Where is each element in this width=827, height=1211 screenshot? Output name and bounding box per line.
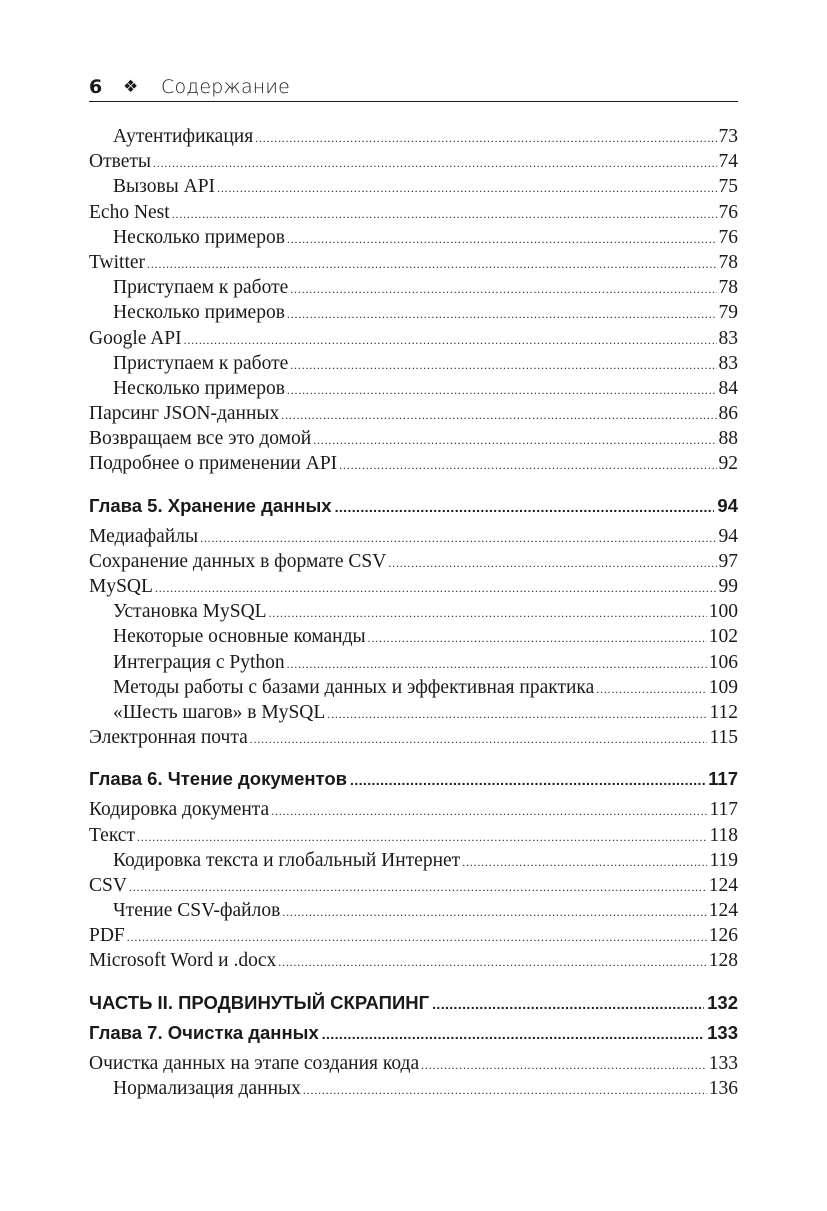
toc-entry-page: 106 (708, 651, 738, 673)
toc-block-3 (89, 797, 738, 973)
toc-entry-page: 83 (718, 352, 738, 374)
toc-entry-page: 133 (708, 1052, 738, 1074)
dot-leader (462, 850, 707, 875)
toc-entry (89, 650, 738, 675)
toc-entry (89, 326, 738, 351)
dot-leader (155, 576, 717, 601)
toc-block-1 (89, 124, 738, 477)
toc-entry (89, 873, 738, 898)
toc-entry-page: 88 (718, 428, 738, 450)
dot-leader (290, 353, 716, 378)
toc-entry-page: 126 (708, 925, 738, 947)
dot-leader (147, 252, 716, 277)
toc-entry (89, 675, 738, 700)
toc-entry (89, 624, 738, 649)
toc-entry (89, 549, 738, 574)
dot-leader (269, 601, 707, 626)
chapter-7-heading (89, 1018, 738, 1048)
toc-entry-page: 117 (709, 799, 738, 821)
toc-entry (89, 823, 738, 848)
toc-entry-title: Установка MySQL (113, 601, 267, 623)
dot-leader (432, 989, 704, 1019)
chapter-6-heading (89, 764, 738, 794)
toc-entry (89, 174, 738, 199)
toc-entry-page: 136 (708, 1077, 738, 1099)
toc-entry-page: 75 (718, 176, 738, 198)
dot-leader (350, 765, 705, 795)
dot-leader (217, 176, 716, 201)
toc-entry-page: 119 (709, 849, 738, 871)
dot-leader (281, 403, 716, 428)
toc-entry-title: Медиафайлы (89, 525, 199, 547)
toc-entry-page: 86 (718, 403, 738, 425)
toc-entry-title: Echo Nest (89, 201, 170, 223)
toc-entry-title: Методы работы с базами данных и эффективная практика (113, 676, 595, 698)
toc-entry-title: Приступаем к работе (113, 277, 289, 299)
toc-entry-page: 74 (718, 151, 738, 173)
toc-entry-title: Электронная почта (89, 727, 248, 749)
dot-leader (287, 302, 717, 327)
page-number: 6 (89, 76, 103, 98)
toc-block-4 (89, 1051, 738, 1101)
toc-entry-title: Кодировка документа (89, 799, 270, 821)
toc-entry-page: 79 (718, 302, 738, 324)
toc-entry (89, 700, 738, 725)
toc-entry-title: Парсинг JSON-данных (89, 403, 280, 425)
toc-entry-title: Текст (89, 824, 135, 846)
dot-leader (322, 1019, 704, 1049)
toc-entry-title: Очистка данных на этапе создания кода (89, 1052, 420, 1074)
toc-entry-page: 100 (708, 601, 738, 623)
toc-entry (89, 250, 738, 275)
toc-entry (89, 149, 738, 174)
toc-entry (89, 898, 738, 923)
toc-entry-page: 128 (708, 950, 738, 972)
dot-leader (335, 492, 715, 522)
toc-entry-title: Нормализация данных (113, 1077, 301, 1099)
dot-leader (313, 428, 716, 453)
toc-entry-title: Сохранение данных в формате CSV (89, 550, 387, 572)
dot-leader (287, 652, 707, 677)
toc-entry-page: 73 (718, 126, 738, 147)
toc-entry-title: Чтение CSV-файлов (113, 900, 281, 922)
toc-entry (89, 524, 738, 549)
dot-leader (287, 378, 717, 403)
toc-entry-page: 109 (708, 676, 738, 698)
dot-leader (282, 900, 706, 925)
dot-leader (255, 126, 716, 151)
toc-entry (89, 426, 738, 451)
toc-entry-title: MySQL (89, 576, 153, 597)
dot-leader (250, 727, 708, 752)
toc-entry (89, 599, 738, 624)
header-rule (89, 101, 738, 102)
part-2-heading (89, 988, 738, 1018)
toc-entry-page: 124 (708, 900, 738, 922)
toc-entry (89, 225, 738, 250)
toc-entry (89, 124, 738, 149)
chapter-page: 94 (717, 494, 738, 516)
toc-block-2 (89, 524, 738, 751)
toc-entry (89, 725, 738, 750)
toc-entry (89, 401, 738, 426)
toc-entry-title: PDF (89, 925, 125, 947)
chapter-title: Глава 5. Хранение данных (89, 494, 332, 516)
toc-entry-page: 115 (709, 727, 738, 749)
dot-leader (303, 1078, 707, 1103)
toc-entry-title: Twitter (89, 251, 146, 273)
toc-entry-page: 112 (709, 701, 738, 723)
toc-entry-title: Несколько примеров (113, 226, 285, 248)
toc-entry-page: 76 (718, 226, 738, 248)
dot-leader (421, 1053, 707, 1078)
toc-entry-title: Подробнее о применении API (89, 453, 338, 475)
chapter-page: 133 (707, 1021, 738, 1043)
chapter-title: Глава 6. Чтение документов (89, 768, 348, 790)
toc-entry-title: Google API (89, 327, 182, 349)
toc-entry (89, 275, 738, 300)
dot-leader (200, 526, 716, 551)
toc-entry-page: 84 (718, 377, 738, 399)
dot-leader (388, 551, 716, 576)
table-of-contents (89, 124, 738, 1101)
dot-leader (596, 677, 707, 702)
dot-leader (339, 453, 716, 478)
toc-entry (89, 1076, 738, 1101)
toc-entry-title: Возвращаем все это домой (89, 428, 312, 450)
toc-entry-page: 102 (708, 626, 738, 648)
toc-entry-title: Microsoft Word и .docx (89, 950, 277, 972)
toc-entry-title: Несколько примеров (113, 302, 285, 324)
toc-entry (89, 797, 738, 822)
toc-entry (89, 948, 738, 973)
toc-entry-page: 78 (718, 251, 738, 273)
toc-entry-title: Вызовы API (113, 176, 216, 198)
part-page: 132 (707, 991, 738, 1013)
chapter-5-heading (89, 491, 738, 521)
toc-entry-title: Кодировка текста и глобальный Интернет (113, 849, 461, 871)
toc-entry-page: 118 (709, 824, 738, 846)
dot-leader (129, 875, 707, 900)
dot-leader (153, 151, 717, 176)
toc-entry-page: 97 (718, 550, 738, 572)
toc-entry-page: 99 (718, 576, 738, 597)
dot-leader (184, 328, 717, 353)
toc-entry-title: Некоторые основные команды (113, 626, 366, 648)
toc-entry-title: Несколько примеров (113, 377, 285, 399)
toc-entry (89, 300, 738, 325)
toc-entry-page: 78 (718, 277, 738, 299)
toc-entry-title: «Шесть шагов» в MySQL (113, 701, 326, 723)
running-title: Содержание (161, 76, 291, 98)
toc-entry-title: Интеграция с Python (113, 651, 285, 673)
dot-leader (287, 227, 717, 252)
ornament-icon: ❖ (123, 77, 139, 97)
toc-entry (89, 574, 738, 599)
toc-entry-page: 83 (718, 327, 738, 349)
toc-entry (89, 848, 738, 873)
dot-leader (290, 277, 716, 302)
chapter-title: Глава 7. Очистка данных (89, 1021, 319, 1043)
toc-entry (89, 200, 738, 225)
toc-entry-title: CSV (89, 874, 127, 896)
toc-entry-page: 76 (718, 201, 738, 223)
dot-leader (137, 825, 707, 850)
toc-entry (89, 451, 738, 476)
running-header (89, 74, 738, 100)
toc-entry (89, 351, 738, 376)
toc-entry-title: Приступаем к работе (113, 352, 289, 374)
dot-leader (271, 799, 707, 824)
toc-entry (89, 376, 738, 401)
dot-leader (368, 626, 707, 651)
dot-leader (172, 202, 717, 227)
toc-entry-title: Ответы (89, 151, 151, 173)
part-title: ЧАСТЬ II. ПРОДВИНУТЫЙ СКРАПИНГ (89, 991, 430, 1013)
dot-leader (327, 702, 707, 727)
toc-entry-page: 92 (718, 453, 738, 475)
toc-entry (89, 923, 738, 948)
dot-leader (278, 950, 707, 975)
toc-entry-page: 94 (718, 525, 738, 547)
toc-entry (89, 1051, 738, 1076)
toc-entry-page: 124 (708, 874, 738, 896)
dot-leader (127, 925, 707, 950)
chapter-page: 117 (708, 768, 738, 790)
toc-entry-title: Аутентификация (113, 126, 254, 147)
